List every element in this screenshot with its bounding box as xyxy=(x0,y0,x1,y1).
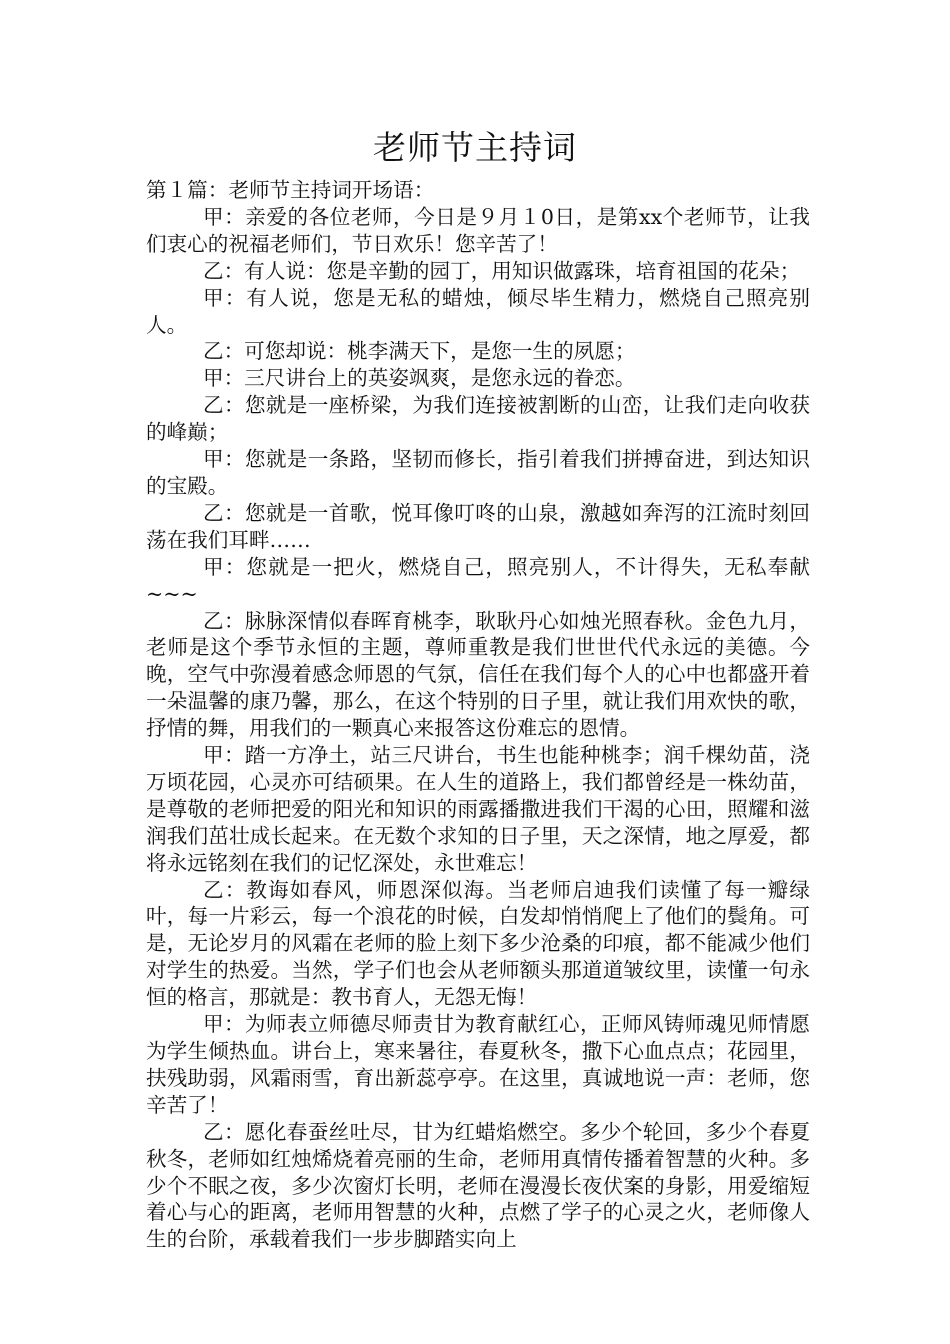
dialogue-paragraph: 甲：为师表立师德尽师责甘为教育献红心，正师风铸师魂见师情愿为学生倾热血。讲台上，寒来暑往，春夏秋冬，撒下心血点点；花园里，扶残助弱，风霜雨雪，育出新蕊亭亭。在这里，真诚地说一声：老师，您辛苦了！ xyxy=(146,1012,810,1117)
dialogue-paragraph: 乙：可您却说：桃李满天下，是您一生的夙愿； xyxy=(203,339,636,364)
dialogue-paragraph: 甲：您就是一条路，坚韧而修长，指引着我们拼搏奋进，到达知识的宝殿。 xyxy=(146,447,810,498)
dialogue-paragraph: 乙：有人说：您是辛勤的园丁，用知识做露珠，培育祖国的花朵； xyxy=(203,258,801,283)
dialogue-paragraph: 乙：教诲如春风，师恩深似海。当老师启迪我们读懂了每一瓣绿叶，每一片彩云，每一个浪花的时候，白发却悄悄爬上了他们的鬓角。可是，无论岁月的风霜在老师的脸上刻下多少沧桑的印痕，都不能减少他们对学生的热爱。当然，学子们也会从老师额头那道道皱纹里，读懂一句永恒的格言，那就是：教书育人，无怨无悔！ xyxy=(146,877,810,1010)
document-title: 老师节主持词 xyxy=(373,128,577,167)
dialogue-paragraph: 甲：亲爱的各位老师，今日是９月１0日，是第xx个老师节，让我们衷心的祝福老师们，节日欢乐！您辛苦了！ xyxy=(146,204,810,256)
document-body xyxy=(146,177,810,1253)
dialogue-paragraph: 乙：脉脉深情似春晖育桃李，耿耿丹心如烛光照春秋。金色九月，老师是这个季节永恒的主题，尊师重教是我们世世代代永远的美德。今晚，空气中弥漫着感念师恩的气氛，信任在我们每个人的心中也都盛开着一朵温馨的康乃馨，那么，在这个特别的日子里，就让我们用欢快的歌，抒情的舞，用我们的一颗真心来报答这份难忘的恩情。 xyxy=(146,608,810,741)
dialogue-paragraph: 甲：有人说，您是无私的蜡烛，倾尽毕生精力，燃烧自己照亮别人。 xyxy=(146,285,810,337)
dialogue-paragraph: 甲：踏一方净土，站三尺讲台，书生也能种桃李；润千棵幼苗，浇万顷花园，心灵亦可结硕果。在人生的道路上，我们都曾经是一株幼苗，是尊敬的老师把爱的阳光和知识的雨露播撒进我们干渴的心田，照耀和滋润我们茁壮成长起来。在无数个求知的日子里，天之深情，地之厚爱，都将永远铭刻在我们的记忆深处，永世难忘！ xyxy=(146,743,810,875)
dialogue-paragraph: 甲：三尺讲台上的英姿飒爽，是您永远的眷恋。 xyxy=(203,366,636,391)
section-heading: 第１篇：老师节主持词开场语： xyxy=(146,178,435,202)
dialogue-paragraph: 乙：您就是一座桥梁，为我们连接被割断的山峦，让我们走向收获的峰巅； xyxy=(146,393,810,445)
dialogue-paragraph: 乙：愿化春蚕丝吐尽，甘为红蜡焰燃空。多少个轮回，多少个春夏秋冬，老师如红烛烯烧着亮丽的生命，老师用真情传播着智慧的火种。多少个不眠之夜，多少次窗灯长明，老师在漫漫长夜伏案的身影，用爱缩短着心与心的距离，老师用智慧的火种，点燃了学子的心灵之火，老师像人生的台阶，承载着我们一步步脚踏实向上 xyxy=(146,1119,810,1252)
dialogue-paragraph: 甲：您就是一把火，燃烧自己，照亮别人，不计得失，无私奉献~~~ xyxy=(146,554,810,606)
dialogue-paragraph: 乙：您就是一首歌，悦耳像叮咚的山泉，激越如奔泻的江流时刻回荡在我们耳畔…… xyxy=(146,500,810,552)
